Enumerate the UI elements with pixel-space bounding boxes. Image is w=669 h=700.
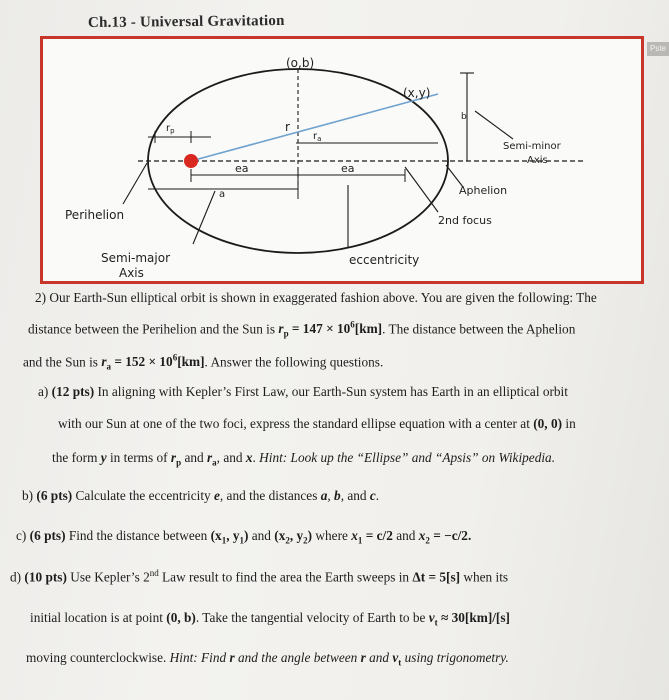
label-semi-minor-axis: Axis [527, 155, 548, 166]
label-ea-right: ea [341, 162, 355, 175]
label-b: b [461, 112, 467, 122]
radius-line [191, 94, 438, 161]
part-a-line-1: a) (12 pts) In aligning with Kepler’s First Law, our Earth-Sun system has Earth in an elliptical orbit [38, 384, 568, 399]
label-second-focus: 2nd focus [438, 214, 492, 227]
orbit-diagram-svg [43, 39, 641, 281]
label-xy-point: (x,y) [403, 86, 431, 100]
part-a-line-3: the form y in terms of $r_p$ and $r_a$, and x. Hint: Look up the “Ellipse” and “Apsis” on Wikipedia. [52, 450, 556, 468]
intro-line-2: distance between the Perihelion and the Sun is $r_p = 147 \times 10^6[km]$. The distance between the Aphelion [28, 320, 576, 340]
label-top-point: (o,b) [286, 56, 315, 70]
label-r: r [285, 120, 290, 134]
label-semi-major-axis: Axis [119, 266, 144, 280]
part-a-line-2: with our Sun at one of the two foci, express the standard ellipse equation with a center at (0, 0) in [58, 416, 576, 431]
intro-line-3: and the Sun is $r_a = 152 \times 10^6[km]$. Answer the following questions. [23, 353, 384, 373]
label-eccentricity: eccentricity [349, 253, 420, 267]
part-b: b) (6 pts) Calculate the eccentricity e, and the distances a, b, and c. [22, 488, 380, 503]
sun-marker [184, 154, 198, 168]
second-focus-arrow [405, 167, 438, 212]
label-semi-minor: Semi-minor [503, 141, 561, 152]
orbit-diagram [40, 36, 644, 284]
label-ea-left: ea [235, 162, 249, 175]
label-a: a [219, 189, 226, 200]
label-perihelion: Perihelion [65, 208, 125, 222]
label-aphelion: Aphelion [459, 184, 508, 197]
part-d-line-3: moving counterclockwise. Hint: Find r and the angle between r and $v_t$ using trigonometry. [26, 650, 509, 668]
corner-tag: Pste [647, 42, 669, 56]
part-d-line-2: initial location is at point (0, b). Take the tangential velocity of Earth to be $v_t \approx 30[km]/[s]$ [30, 610, 510, 628]
page-title: Ch.13 - Universal Gravitation [87, 12, 285, 32]
label-semi-major: Semi-major [101, 251, 171, 265]
label-rp: $r_p$ [166, 123, 175, 135]
intro-line-1: 2) Our Earth-Sun elliptical orbit is shown in exaggerated fashion above. You are given the following: The [35, 290, 597, 305]
part-d-line-1: d) (10 pts) Use Kepler’s 2nd Law result to find the area the Earth sweeps in Δt = 5[s] when its [10, 568, 509, 585]
label-ra: $r_a$ [313, 131, 322, 143]
perihelion-arrow [123, 163, 147, 204]
semi-minor-arrow [475, 111, 513, 139]
part-c: c) (6 pts) Find the distance between ($x_1$, $y_1$) and ($x_2$, $y_2$) where $x_1 = c/2$ and $x_2 = -c/2$. [16, 528, 472, 546]
